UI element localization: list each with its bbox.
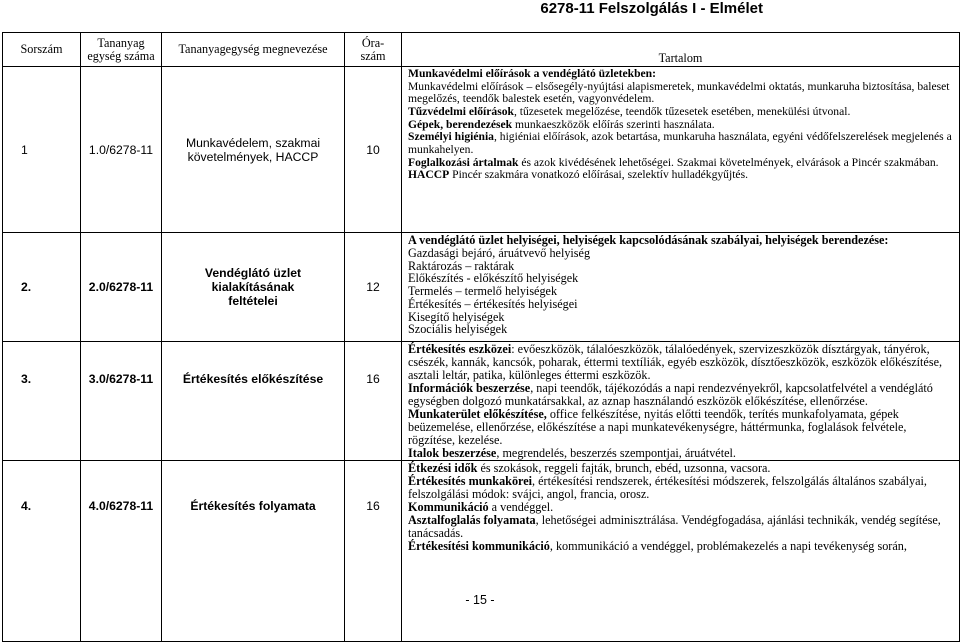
row-tartalom: Munkavédelmi előírások a vendéglátó üzletekben: Munkavédelmi előírások – elsősegély-nyújtási alapismeretek, munkavédelmi oktatás, munkaruha biztosítása, baleset megelőzés, teendők balestek esetén, vagyonvédelem. Tűzvédelmi előírások, tűzesetek megelőzése, teendők tűzesetek esetében, menekülési útvonal. Gépek, berendezések munkaeszközök előírás szerinti használata. Személyi higiénia, higiéniai előírások, azok betartása, munkaruha használata, egyéni védőfelszerelések megjelenés a munkahelyen. Foglalkozási ártalmak és azok kivédésének lehetőségei. Szakmai követelmények, elvárások a Pincér szakmában. HACCP Pincér szakmára vonatkozó előírásai, szelektív hulladékgyűjtés. bbox=[402, 67, 960, 233]
row-tartalom: Értékesítés eszközei: evőeszközök, tálalóeszközök, tálalóedények, szervizeszközök dísztárgyak, tányérok, csészék, kannák, kancsók, poharak, éttermi textíliák, egyéb eszközök, dísztőeszközök, eszközök előkészítése, asztali leltár, patika, különleges éttermi eszközök. Információk beszerzése, napi teendők, tájékozódás a napi rendezvényekről, kapcsolatfelvétel a vendéglátó egységben dolgozó munkatársakkal, az aznap használandó eszközök előkészítése, ellenőrzése. Munkaterület előkészítése, office felkészítése, nyitás előtti teendők, terítés munkafolyamata, gépek beüzemelése, ellenőrzése, előkészítése a napi munkatevékenységre, háttérmunka, foglalások felvétele, rögzítése, kezelése. Italok beszerzése, megrendelés, beszerzés szempontjai, áruátvétel. bbox=[402, 342, 960, 461]
row-tartalom: A vendéglátó üzlet helyiségei, helyiségek kapcsolódásának szabályai, helyiségek berendezése: Gazdasági bejáró, áruátvevő helyiség Raktározás – raktárak Előkészítés - előkészítő helyiségek Termelés – termelő helyiségek Értékesítés – értékesítés helyiségei Kisegítő helyiségek Szociális helyiségek bbox=[402, 233, 960, 342]
row-megnevezes: Munkavédelem, szakmai követelmények, HACCP bbox=[162, 67, 345, 233]
header-kod: Tananyag egység száma bbox=[81, 33, 162, 67]
curriculum-table bbox=[2, 32, 960, 642]
header-row bbox=[3, 33, 960, 67]
document-title: 6278-11 Felszolgálás I - Elmélet bbox=[540, 0, 763, 17]
page-header bbox=[0, 0, 960, 18]
row-sorszam: 2. bbox=[3, 233, 81, 342]
header-megnevezes: Tananyagegység megnevezése bbox=[162, 33, 345, 67]
row-tartalom: Étkezési idők és szokások, reggeli fajták, brunch, ebéd, uzsonna, vacsora. Értékesítés munkakörei, értékesítési rendszerek, értékesítési módszerek, felszolgálás általános szabályai, felszolgálási módok: svájci, angol, francia, orosz. Kommunikáció a vendéggel. Asztalfoglalás folyamata, lehetőségei adminisztrálása. Vendégfogadása, ajánlási technikák, vendég segítése, tanácsadás. Értékesítési kommunikáció, kommunikáció a vendéggel, problémakezelés a napi tevékenység során, bbox=[402, 461, 960, 642]
row-kod: 3.0/6278-11 bbox=[81, 342, 162, 461]
row-kod: 1.0/6278-11 bbox=[81, 67, 162, 233]
row-sorszam: 1 bbox=[3, 67, 81, 233]
header-ora: Óra- szám bbox=[345, 33, 402, 67]
row-megnevezes: Értékesítés folyamata bbox=[162, 461, 345, 642]
row-ora: 16 bbox=[345, 342, 402, 461]
table-row bbox=[3, 233, 960, 342]
header-tartalom: Tartalom bbox=[402, 33, 960, 67]
row-megnevezes: Értékesítés előkészítése bbox=[162, 342, 345, 461]
row-megnevezes: Vendéglátó üzlet kialakításának feltételei bbox=[162, 233, 345, 342]
row-kod: 4.0/6278-11 bbox=[81, 461, 162, 642]
row-sorszam: 3. bbox=[3, 342, 81, 461]
header-sorszam: Sorszám bbox=[3, 33, 81, 67]
row-ora: 12 bbox=[345, 233, 402, 342]
row-sorszam: 4. bbox=[3, 461, 81, 642]
table-row bbox=[3, 342, 960, 461]
table-row bbox=[3, 461, 960, 642]
table-row bbox=[3, 67, 960, 233]
row-ora: 16 bbox=[345, 461, 402, 642]
page-number: - 15 - bbox=[465, 593, 495, 607]
row-kod: 2.0/6278-11 bbox=[81, 233, 162, 342]
row-ora: 10 bbox=[345, 67, 402, 233]
